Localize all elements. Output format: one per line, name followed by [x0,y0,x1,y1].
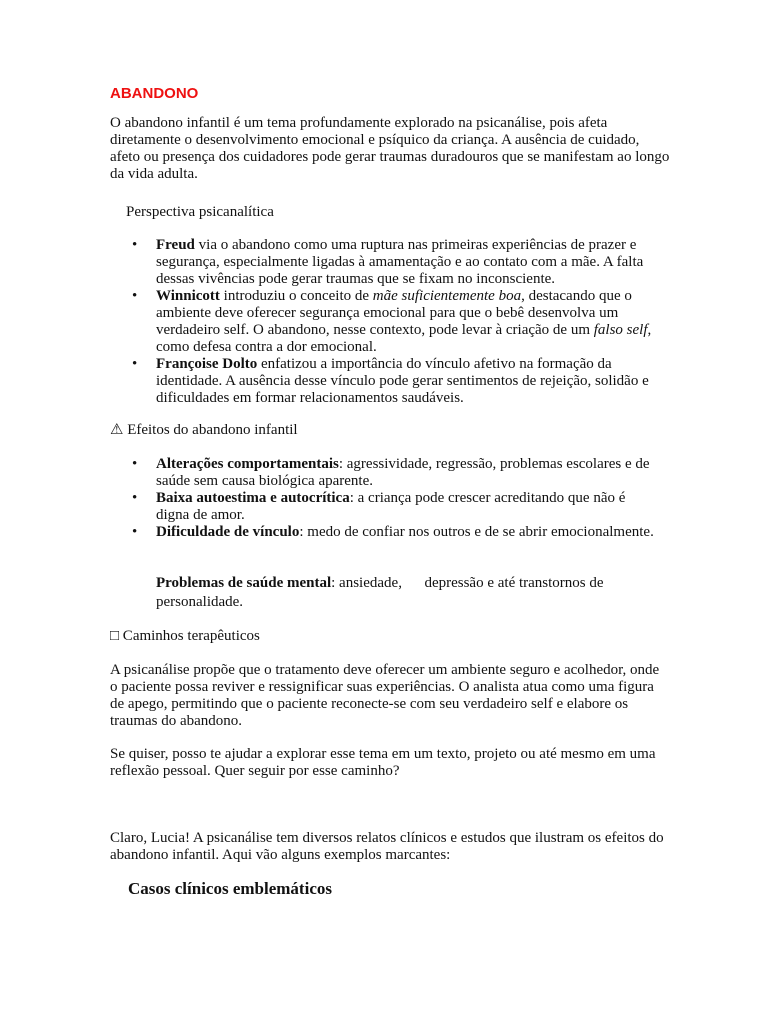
winnicott-text-c: , como defesa contra a dor emocional. [156,322,652,355]
list-item-freud [110,237,658,288]
freud-text: via o abandono como uma ruptura nas primeiras experiências de prazer e segurança, especialmente ligadas à amamentação e ao contato com a mãe. A falta dessas vivências pode gerar traumas que se fixam no inconsciente. [156,237,644,287]
effects-heading: ⚠ Efeitos do abandono infantil [110,422,298,438]
winnicott-name: Winnicott [156,288,220,304]
offer-paragraph: Se quiser, posso te ajudar a explorar esse tema em um texto, projeto ou até mesmo em uma reflexão pessoal. Quer seguir por esse caminho? [110,746,656,779]
effect-label: Alterações comportamentais [156,456,339,472]
perspective-list [110,237,658,407]
bullet: • [132,456,138,472]
dolto-name: Françoise Dolto [156,356,258,372]
bullet: • [132,288,138,304]
winnicott-italic-b: falso self [593,322,648,338]
therapy-heading: □ Caminhos terapêuticos [110,628,260,644]
effect-label: Dificuldade de vínculo [156,524,300,540]
list-item-winnicott [110,288,658,356]
list-item-dolto [110,356,658,407]
bullet: • [132,237,138,253]
winnicott-text-a: introduziu o conceito de [219,288,373,304]
list-item-effect [110,490,658,524]
effect-label: Baixa autoestima e autocrítica [156,490,350,506]
intro-paragraph: O abandono infantil é um tema profundamente explorado na psicanálise, pois afeta diretamente o desenvolvimento emocional e psíquico da criança. A ausência de cuidado, afeto ou presença dos cuidadores pode gerar traumas duradouros que se manifestam ao longo da vida adulta. [110,115,670,182]
dolto-text: enfatizou a importância do vínculo afetivo na formação da identidade. A ausência desse vínculo pode gerar sentimentos de rejeição, solidão e dificuldades em formar relacionamentos saudáveis. [156,356,649,406]
winnicott-text-b: , destacando que o ambiente deve oferecer segurança emocional para que o bebê desenvolva um verdadeiro self. O abandono, nesse contexto, pode levar à criação de um [156,288,632,338]
effects-extra-item [156,574,656,612]
cases-heading: Casos clínicos emblemáticos [128,879,332,898]
effect-text: : medo de confiar nos outros e de se abrir emocionalmente. [299,524,654,540]
effect-extra-label: Problemas de saúde mental [156,575,332,591]
perspective-heading: Perspectiva psicanalítica [126,204,274,220]
effect-text: : a criança pode crescer acreditando que não é digna de amor. [156,490,626,523]
list-item-effect [110,524,658,541]
effect-extra-text: : ansiedade, depressão e até transtornos de personalidade. [156,575,608,610]
document-title: ABANDONO [110,85,199,102]
freud-name: Freud [156,237,195,253]
effect-text: : agressividade, regressão, problemas escolares e de saúde sem causa biológica aparente. [156,456,650,489]
therapy-paragraph: A psicanálise propõe que o tratamento deve oferecer um ambiente seguro e acolhedor, onde o paciente possa reviver e ressignificar suas experiências. O analista atua como uma figura de apego, permitindo que o paciente reconecte-se com seu verdadeiro self e elabore os traumas do abandono. [110,662,660,729]
reply-paragraph: Claro, Lucia! A psicanálise tem diversos relatos clínicos e estudos que ilustram os efeitos do abandono infantil. Aqui vão alguns exemplos marcantes: [110,830,664,863]
bullet: • [132,524,138,540]
bullet: • [132,490,138,506]
effects-list [110,456,658,541]
winnicott-italic-a: mãe suficientemente boa [372,288,522,304]
list-item-effect [110,456,658,490]
bullet: • [132,356,138,372]
